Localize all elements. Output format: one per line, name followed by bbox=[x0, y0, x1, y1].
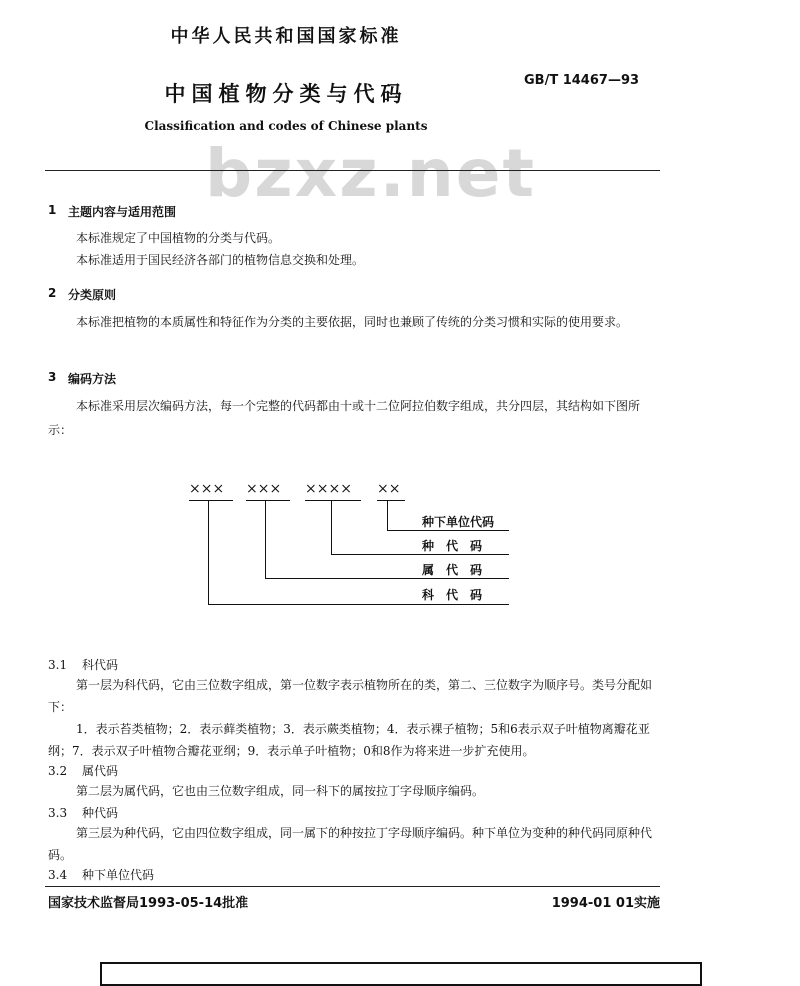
effective-date: 1994-01 01实施 bbox=[551, 896, 660, 911]
english-title: Classification and codes of Chinese plants bbox=[144, 119, 428, 133]
section-3-number: 3 bbox=[48, 370, 57, 384]
subsection-3-1-paragraph-1: 第一层为科代码，它由三位数字组成，第一位数字表示植物所在的类，第二、三位数字为顺序号。类号分配如下： bbox=[48, 678, 653, 714]
diagram-label-family-code: 科 代 码 bbox=[422, 588, 483, 602]
section-3-heading: 编码方法 bbox=[68, 372, 117, 386]
national-standard-header: 中华人民共和国国家标准 bbox=[170, 26, 402, 47]
diagram-underline-subspecies bbox=[377, 500, 405, 501]
section-1-line-2: 本标准适用于国民经济各部门的植物信息交换和处理。 bbox=[76, 253, 365, 267]
diagram-connector-genus bbox=[265, 500, 266, 578]
diagram-label-subspecies-code: 种下单位代码 bbox=[422, 515, 495, 529]
diagram-group-subspecies: ×× bbox=[377, 481, 401, 497]
section-1-line-1: 本标准规定了中国植物的分类与代码。 bbox=[76, 231, 281, 245]
diagram-connector-subspecies bbox=[387, 500, 388, 530]
subsection-3-3-heading: 种代码 bbox=[82, 806, 119, 820]
document-title: 中国植物分类与代码 bbox=[164, 82, 408, 106]
header-rule bbox=[45, 170, 660, 171]
subsection-3-3-paragraph: 第三层为种代码，它由四位数字组成，同一属下的种按拉丁字母顺序编码。种下单位为变种的种代码同原种代码。 bbox=[48, 826, 653, 862]
diagram-underline-species bbox=[305, 500, 361, 501]
section-1-number: 1 bbox=[48, 203, 57, 217]
approval-date: 国家技术监督局1993-05-14批准 bbox=[48, 896, 249, 911]
subsection-3-4-number: 3.4 bbox=[48, 868, 68, 882]
section-2-paragraph: 本标准把植物的本质属性和特征作为分类的主要依据，同时也兼顾了传统的分类习惯和实际的使用要求。 bbox=[76, 315, 629, 329]
diagram-label-species-code: 种 代 码 bbox=[422, 539, 483, 553]
diagram-group-family: ××× bbox=[189, 481, 225, 497]
section-2-number: 2 bbox=[48, 286, 57, 300]
footer-rule bbox=[45, 886, 660, 887]
subsection-3-2-heading: 属代码 bbox=[82, 764, 119, 778]
standard-number: GB/T 14467—93 bbox=[524, 73, 640, 88]
subsection-3-2-number: 3.2 bbox=[48, 764, 68, 778]
diagram-connector-species bbox=[331, 500, 332, 554]
subsection-3-4-heading: 种下单位代码 bbox=[82, 868, 155, 882]
diagram-rule-family bbox=[208, 604, 509, 605]
diagram-rule-species bbox=[331, 554, 509, 555]
diagram-underline-genus bbox=[246, 500, 290, 501]
diagram-underline-family bbox=[189, 500, 233, 501]
diagram-group-genus: ××× bbox=[246, 481, 282, 497]
section-1-heading: 主题内容与适用范围 bbox=[68, 205, 177, 219]
subsection-3-1-heading: 科代码 bbox=[82, 658, 119, 672]
diagram-label-genus-code: 属 代 码 bbox=[422, 563, 483, 577]
diagram-rule-genus bbox=[265, 578, 509, 579]
diagram-rule-subspecies bbox=[387, 530, 509, 531]
subsection-3-1-paragraph-2: 1．表示苔类植物；2．表示藓类植物；3．表示蕨类植物；4．表示裸子植物；5和6表示双子叶植物离瓣花亚纲；7．表示双子叶植物合瓣花亚纲；9．表示单子叶植物；0和8作为将来进一步扩充使用。 bbox=[48, 722, 650, 758]
section-3-paragraph: 本标准采用层次编码方法，每一个完整的代码都由十或十二位阿拉伯数字组成，共分四层，其结构如下图所示： bbox=[48, 399, 641, 437]
subsection-3-2-paragraph: 第二层为属代码，它也由三位数字组成，同一科下的属按拉丁字母顺序编码。 bbox=[76, 784, 485, 798]
diagram-group-species: ×××× bbox=[305, 481, 352, 497]
section-2-heading: 分类原则 bbox=[68, 288, 117, 302]
subsection-3-1-number: 3.1 bbox=[48, 658, 68, 672]
diagram-connector-family bbox=[208, 500, 209, 604]
watermark: bzxz.net bbox=[205, 135, 537, 212]
page-bottom-frame bbox=[100, 962, 702, 986]
subsection-3-3-number: 3.3 bbox=[48, 806, 68, 820]
